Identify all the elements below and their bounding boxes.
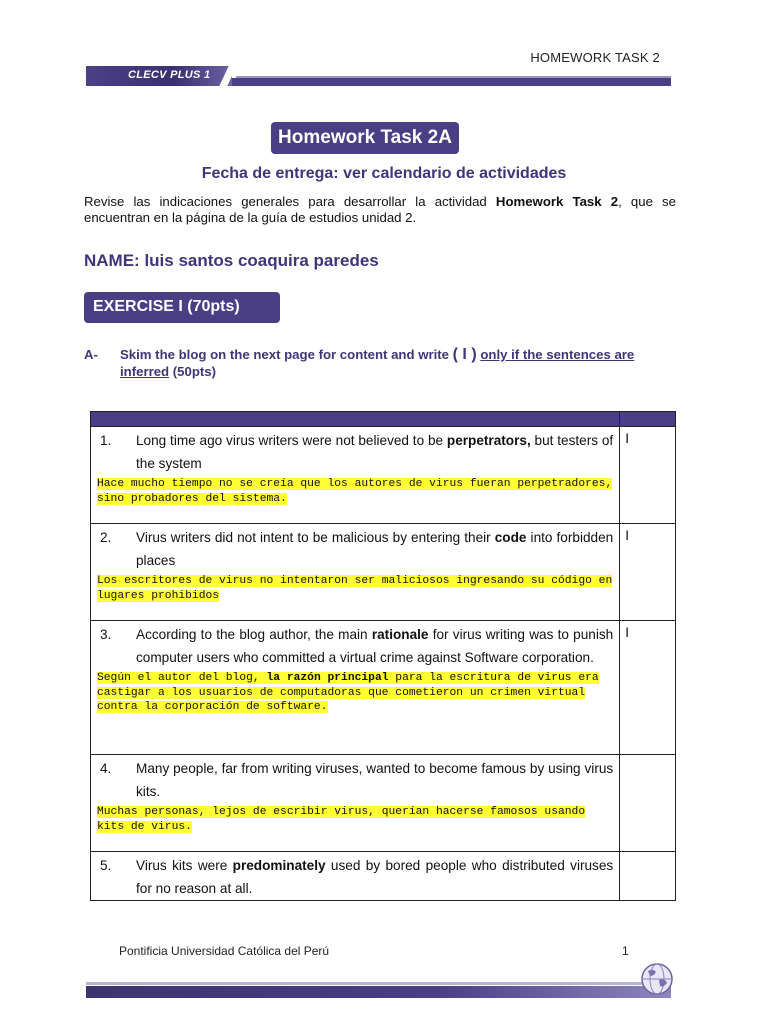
page-title: Homework Task 2A [271, 122, 459, 154]
table-row [91, 524, 676, 621]
instruction-underlined: only if the sentences are inferred [120, 347, 635, 379]
instruction-letter: A- [84, 347, 98, 362]
table-row [91, 755, 676, 852]
item-translation: Según el autor del blog, la razón principal para la escritura de virus era castigar a los usuarios de computadoras que cometieron un crimen virtual contra la corporación de software. [97, 672, 599, 713]
footer-university: Pontificia Universidad Católica del Perú [119, 944, 330, 958]
header-doc-title: HOMEWORK TASK 2 [530, 50, 660, 65]
answer-cell[interactable] [620, 852, 675, 855]
item-sentence: Virus kits were predominately used by bored people who distributed viruses for no reason at all. [136, 858, 614, 896]
footer-band-line [86, 982, 671, 985]
exercise-heading: EXERCISE I (70pts) [84, 292, 280, 323]
item-number: 3. [100, 627, 112, 642]
item-number: 1. [100, 433, 112, 448]
due-date-subtitle: Fecha de entrega: ver calendario de actividades [201, 165, 567, 182]
header-course-label: CLECV PLUS 1 [128, 69, 211, 81]
page-number: 1 [622, 944, 629, 958]
item-translation: Los escritores de virus no intentaron ser maliciosos ingresando su código en lugares prohibidos [97, 575, 613, 602]
table-header-row [91, 412, 676, 427]
globe-icon [640, 962, 674, 996]
item-sentence: Long time ago virus writers were not believed to be perpetrators, but testers of the system [136, 433, 614, 471]
footer-band [86, 986, 671, 998]
table-row [91, 427, 676, 524]
table-row [91, 621, 676, 755]
instruction-points: (50pts) [169, 364, 217, 379]
intro-bold: Homework Task 2 [495, 194, 619, 209]
item-translation: Hace mucho tiempo no se creía que los autores de virus fueran perpetradores, sino probadores del sistema. [97, 478, 613, 505]
intro-paragraph [84, 194, 676, 226]
item-translation: Muchas personas, lejos de escribir virus, querían hacerse famosos usando kits de virus. [97, 806, 586, 833]
item-sentence: Many people, far from writing viruses, wanted to become famous by using virus kits. [136, 761, 614, 799]
instruction-text: Skim the blog on the next page for content and write [120, 347, 453, 362]
answer-cell[interactable]: I [625, 431, 629, 446]
answer-cell[interactable] [620, 755, 675, 758]
intro-text-1: Revise las indicaciones generales para desarrollar la actividad [84, 194, 496, 209]
intro-text-2: , que se encuentran en la página de la guía de estudios unidad 2. [84, 194, 676, 225]
inference-table [90, 411, 676, 901]
item-sentence: According to the blog author, the main rationale for virus writing was to punish computer users who committed a virtual crime against Software corporation. [136, 627, 614, 665]
answer-cell[interactable]: I [625, 625, 629, 640]
item-sentence: Virus writers did not intent to be malicious by entering their code into forbidden places [136, 530, 614, 568]
table-row [91, 852, 676, 901]
instruction-mark: ( I ) [452, 346, 477, 363]
item-number: 4. [100, 761, 112, 776]
student-name: NAME: luis santos coaquira paredes [84, 251, 379, 270]
answer-cell[interactable]: I [625, 528, 629, 543]
header-band [86, 66, 671, 86]
item-number: 5. [100, 858, 112, 873]
item-number: 2. [100, 530, 112, 545]
